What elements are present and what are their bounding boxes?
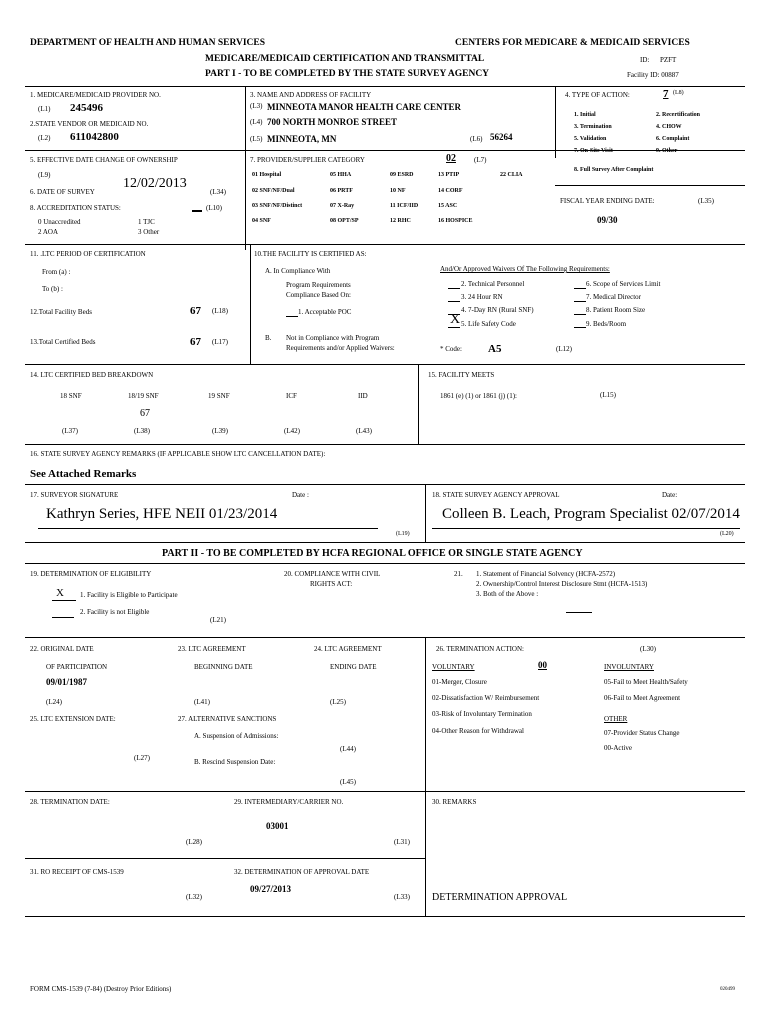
waiver-2: 2. Technical Personnel — [461, 280, 525, 288]
provider-category-value: 02 — [446, 153, 456, 164]
category-16: 16 HOSPICE — [438, 218, 473, 224]
l7-code: (L7) — [474, 156, 487, 164]
bed-col-19snf: 19 SNF — [208, 392, 230, 400]
certified-beds-label: 13.Total Certified Beds — [30, 338, 96, 346]
type-of-action-label: 4. TYPE OF ACTION: — [565, 91, 630, 99]
intermediary-label: 29. INTERMEDIARY/CARRIER NO. — [234, 798, 344, 806]
suspension-label: A. Suspension of Admissions: — [194, 732, 279, 740]
action-opt-9: 9. Other — [656, 148, 678, 154]
department-heading: DEPARTMENT OF HEALTH AND HUMAN SERVICES — [30, 38, 266, 48]
surveyor-date-label: Date : — [292, 491, 309, 499]
not-compliance-letter: B. — [265, 334, 272, 342]
bed-col-icf: ICF — [286, 392, 297, 400]
l38-code: (L38) — [134, 427, 150, 435]
l24-code: (L24) — [46, 698, 62, 706]
rule — [25, 484, 745, 485]
l10-code: (L10) — [206, 204, 222, 212]
facility-name-label: 3. NAME AND ADDRESS OF FACILITY — [250, 91, 372, 99]
rule — [25, 858, 425, 859]
term-00: 00-Active — [604, 744, 632, 752]
accred-opt-2: 2 AOA — [38, 228, 59, 236]
category-02: 02 SNF/NF/Dual — [252, 188, 295, 194]
l5-code: (L5) — [250, 135, 263, 143]
provider-no-label: 1. MEDICARE/MEDICAID PROVIDER NO. — [30, 91, 161, 99]
ltc-end-label: 24. LTC AGREEMENT — [314, 645, 382, 653]
rule — [25, 637, 745, 638]
category-03: 03 SNF/NF/Distinct — [252, 203, 303, 209]
rule — [25, 542, 745, 543]
compliance-based-label: Compliance Based On: — [286, 291, 351, 299]
waiver-2-blank — [448, 288, 460, 289]
rule — [425, 484, 426, 542]
civil-rights-label-2: RIGHTS ACT: — [310, 580, 353, 588]
ro-receipt-label: 31. RO RECEIPT OF CMS-1539 — [30, 868, 124, 876]
remarks-value: See Attached Remarks — [30, 468, 137, 480]
certified-as-label: 10.THE FACILITY IS CERTIFIED AS: — [254, 250, 367, 258]
category-11: 11 ICF/IID — [390, 203, 419, 209]
id-value: PZFT — [660, 56, 677, 64]
f21-opt-2: 2. Ownership/Control Interest Disclosure Stmt (HCFA-1513) — [476, 580, 648, 588]
agency-date-label: Date: — [662, 491, 678, 499]
l33-code: (L33) — [394, 893, 410, 901]
f21-opt-3: 3. Both of the Above : — [476, 590, 539, 598]
term-05: 05-Fail to Meet Health/Safety — [604, 678, 688, 686]
rule — [555, 86, 556, 158]
determination-approval: DETERMINATION APPROVAL — [432, 892, 568, 903]
accreditation-blank — [192, 210, 202, 212]
total-beds-label: 12.Total Facility Beds — [30, 308, 92, 316]
voluntary-heading: VOLUNTARY — [432, 663, 475, 671]
action-opt-4: 4. CHOW — [656, 124, 682, 130]
term-04: 04-Other Reason for Withdrawal — [432, 727, 524, 735]
sanctions-label: 27. ALTERNATIVE SANCTIONS — [178, 715, 277, 723]
rule — [425, 637, 426, 791]
fiscal-year-label: FISCAL YEAR ENDING DATE: — [560, 197, 655, 205]
l12-code: (L12) — [556, 345, 572, 353]
category-15: 15 ASC — [438, 203, 458, 209]
type-of-action-value: 7 — [663, 88, 669, 100]
action-opt-3: 3. Termination — [574, 124, 612, 130]
not-eligible-option: 2. Facility is not Eligible — [80, 608, 150, 616]
certified-beds-value: 67 — [190, 336, 201, 348]
agency-heading: CENTERS FOR MEDICARE & MEDICAID SERVICES — [455, 38, 690, 48]
rule — [425, 791, 426, 916]
program-req-label: Program Requirements — [286, 281, 351, 289]
extension-date-label: 25. LTC EXTENSION DATE: — [30, 715, 116, 723]
rule — [25, 244, 745, 245]
waiver-5: 5. Life Safety Code — [461, 320, 516, 328]
termination-action-value: 00 — [538, 660, 547, 670]
facility-street: 700 NORTH MONROE STREET — [267, 117, 397, 127]
accreditation-label: 8. ACCREDITATION STATUS: — [30, 204, 121, 212]
category-07: 07 X-Ray — [330, 203, 355, 209]
waiver-9-blank — [574, 327, 586, 328]
f21-label: 21. — [454, 570, 463, 578]
surveyor-signature-line — [38, 528, 378, 529]
l28-code: (L28) — [186, 838, 202, 846]
l43-code: (L43) — [356, 427, 372, 435]
term-06: 06-Fail to Meet Agreement — [604, 694, 681, 702]
category-01: 01 Hospital — [252, 172, 282, 178]
ltc-to-label: To (b) : — [42, 285, 63, 293]
l21-code: (L21) — [210, 616, 226, 624]
l31-code: (L31) — [394, 838, 410, 846]
waiver-9: 9. Beds/Room — [586, 320, 627, 328]
waiver-6-blank — [574, 288, 586, 289]
approval-date-value: 09/27/2013 — [250, 884, 292, 894]
remarks-30-label: 30. REMARKS — [432, 798, 477, 806]
waiver-7: 7. Medical Director — [586, 293, 642, 301]
bed-col-1819snf: 18/19 SNF — [128, 392, 159, 400]
eligibility-label: 19. DETERMINATION OF ELIGIBILITY — [30, 570, 152, 578]
category-05: 05 HHA — [330, 172, 352, 178]
l34-code: (L34) — [210, 188, 226, 196]
part2-heading: PART II - TO BE COMPLETED BY HCFA REGIONAL OFFICE OR SINGLE STATE AGENCY — [162, 548, 583, 559]
facility-meets-text: 1861 (e) (1) or 1861 (j) (1): — [440, 392, 517, 400]
surveyor-signature-label: 17. SURVEYOR SIGNATURE — [30, 491, 119, 499]
id-label: ID: — [640, 56, 650, 64]
term-03: 03-Risk of Involuntary Termination — [432, 710, 532, 718]
ltc-end-label-2: ENDING DATE — [330, 663, 377, 671]
facility-id: Facility ID: 00887 — [627, 71, 679, 79]
category-08: 08 OPT/SP — [330, 218, 359, 224]
original-date-label: 22. ORIGINAL DATE — [30, 645, 94, 653]
form-title: MEDICARE/MEDICAID CERTIFICATION AND TRANSMITTAL — [205, 54, 485, 64]
action-opt-1: 1. Initial — [574, 112, 596, 118]
l27-code: (L27) — [134, 754, 150, 762]
provider-category-label: 7. PROVIDER/SUPPLIER CATEGORY — [250, 156, 365, 164]
fiscal-year-value: 09/30 — [597, 215, 618, 225]
l39-code: (L39) — [212, 427, 228, 435]
intermediary-value: 03001 — [266, 821, 289, 831]
acceptable-poc-label: 1. Acceptable POC — [298, 308, 352, 316]
f21-blank — [566, 612, 592, 613]
remarks-label: 16. STATE SURVEY AGENCY REMARKS (IF APPLICABLE SHOW LTC CANCELLATION DATE): — [30, 450, 326, 458]
l18-code: (L18) — [212, 307, 228, 315]
rule — [418, 364, 419, 444]
vendor-no-label: 2.STATE VENDOR OR MEDICAID NO. — [30, 120, 149, 128]
waiver-8: 8. Patient Room Size — [586, 306, 646, 314]
rule — [25, 150, 745, 151]
l3-code: (L3) — [250, 102, 263, 110]
waiver-5-blank — [448, 327, 460, 328]
involuntary-heading: INVOLUNTARY — [604, 663, 654, 671]
rule — [25, 444, 745, 445]
code-value: A5 — [488, 343, 502, 355]
l15-code: (L15) — [600, 391, 616, 399]
waiver-3-blank — [448, 301, 460, 302]
l25-code: (L25) — [330, 698, 346, 706]
termination-action-label: 26. TERMINATION ACTION: — [436, 645, 524, 653]
rule — [25, 86, 745, 87]
waiver-6: 6. Scope of Services Limit — [586, 280, 661, 288]
bed-col-iid: IID — [358, 392, 368, 400]
l42-code: (L42) — [284, 427, 300, 435]
poc-blank — [286, 316, 298, 317]
rule — [25, 364, 745, 365]
l4-code: (L4) — [250, 118, 263, 126]
vendor-no-value: 611042800 — [70, 131, 119, 143]
facility-zip: 56264 — [490, 132, 513, 142]
ownership-change-label: 5. EFFECTIVE DATE CHANGE OF OWNERSHIP — [30, 156, 178, 164]
l37-code: (L37) — [62, 427, 78, 435]
waiver-8-blank — [574, 314, 586, 315]
rule — [25, 916, 745, 917]
bed-breakdown-label: 14. LTC CERTIFIED BED BREAKDOWN — [30, 371, 154, 379]
waiver-4: 4. 7-Day RN (Rural SNF) — [461, 306, 534, 314]
rule — [25, 563, 745, 564]
waiver-5-mark: X — [450, 312, 461, 327]
term-02: 02-Dissatisfaction W/ Reimbursement — [432, 694, 540, 702]
bed-col-18snf: 18 SNF — [60, 392, 82, 400]
form-number: FORM CMS-1539 (7-84) (Destroy Prior Editions) — [30, 985, 172, 993]
category-09: 09 ESRD — [390, 172, 414, 178]
rule — [555, 185, 745, 186]
waiver-7-blank — [574, 301, 586, 302]
category-06: 06 PRTF — [330, 188, 353, 194]
category-12: 12 RHC — [390, 218, 411, 224]
ltc-from-label: From (a) : — [42, 268, 71, 276]
l32-code: (L32) — [186, 893, 202, 901]
accred-opt-3: 3 Other — [138, 228, 160, 236]
l9-code: (L9) — [38, 171, 51, 179]
eligible-option: 1. Facility is Eligible to Participate — [80, 591, 178, 599]
l44-code: (L44) — [340, 745, 356, 753]
category-13: 13 PTIP — [438, 172, 460, 178]
ltc-begin-label-2: BEGINNING DATE — [194, 663, 253, 671]
l2-code: (L2) — [38, 134, 51, 142]
category-22: 22 CLIA — [500, 172, 523, 178]
rule — [25, 791, 745, 792]
category-04: 04 SNF — [252, 218, 271, 224]
agency-signature: Colleen B. Leach, Program Specialist 02/07/2014 — [442, 506, 740, 522]
term-01: 01-Merger, Closure — [432, 678, 487, 686]
approval-date-label: 32. DETERMINATION OF APPROVAL DATE — [234, 868, 370, 876]
survey-date-label: 6. DATE OF SURVEY — [30, 188, 95, 196]
l6-code: (L6) — [470, 135, 483, 143]
agency-approval-label: 18. STATE SURVEY AGENCY APPROVAL — [432, 491, 560, 499]
termination-date-label: 28. TERMINATION DATE: — [30, 798, 110, 806]
accred-opt-0: 0 Unaccredited — [38, 218, 81, 226]
not-eligible-blank — [52, 617, 74, 618]
f21-opt-1: 1. Statement of Financial Solvency (HCFA-2572) — [476, 570, 616, 578]
l8-code: (L8) — [673, 90, 684, 96]
l45-code: (L45) — [340, 778, 356, 786]
code-label: * Code: — [440, 345, 462, 353]
action-opt-7: 7. On-Site Visit — [574, 148, 613, 154]
facility-name: MINNEOTA MANOR HEALTH CARE CENTER — [267, 102, 462, 112]
action-opt-6: 6. Complaint — [656, 136, 690, 142]
eligible-blank — [52, 600, 76, 601]
l30-code: (L30) — [640, 645, 656, 653]
waivers-heading: And/Or Approved Waivers Of The Following Requirements: — [440, 265, 610, 273]
action-opt-2: 2. Recertification — [656, 112, 700, 118]
l35-code: (L35) — [698, 197, 714, 205]
footer-code: 020499 — [720, 987, 735, 992]
term-07: 07-Provider Status Change — [604, 729, 680, 737]
facility-city: MINNEOTA, MN — [267, 134, 337, 144]
agency-signature-line — [432, 528, 740, 529]
bed-1819snf-value: 67 — [140, 408, 150, 419]
rule — [245, 86, 246, 250]
waiver-3: 3. 24 Hour RN — [461, 293, 503, 301]
part1-heading: PART I - TO BE COMPLETED BY THE STATE SURVEY AGENCY — [205, 69, 490, 79]
accred-opt-1: 1 TJC — [138, 218, 155, 226]
eligible-mark: X — [56, 587, 64, 599]
civil-rights-label: 20. COMPLIANCE WITH CIVIL — [284, 570, 381, 578]
l19-code: (L19) — [396, 531, 410, 537]
category-14: 14 CORF — [438, 188, 463, 194]
l17-code: (L17) — [212, 338, 228, 346]
provider-no-value: 245496 — [70, 102, 103, 114]
rescind-label: B. Rescind Suspension Date: — [194, 758, 276, 766]
action-opt-8: 8. Full Survey After Complaint — [574, 167, 654, 173]
ltc-begin-label: 23. LTC AGREEMENT — [178, 645, 246, 653]
l41-code: (L41) — [194, 698, 210, 706]
other-heading: OTHER — [604, 715, 628, 723]
original-date-value: 09/01/1987 — [46, 677, 88, 687]
original-date-label-2: OF PARTICIPATION — [46, 663, 108, 671]
in-compliance-label: A. In Compliance With — [265, 267, 331, 275]
applied-waivers-label: Requirements and/or Applied Waivers: — [286, 344, 395, 352]
l1-code: (L1) — [38, 105, 51, 113]
survey-date-value: 12/02/2013 — [123, 176, 187, 191]
surveyor-signature: Kathryn Series, HFE NEII 01/23/2014 — [46, 506, 278, 522]
category-10: 10 NF — [390, 188, 406, 194]
l20-code: (L20) — [720, 531, 734, 537]
not-compliance-label: Not in Compliance with Program — [286, 334, 380, 342]
total-beds-value: 67 — [190, 305, 201, 317]
ltc-period-label: 11. .LTC PERIOD OF CERTIFICATION — [30, 250, 146, 258]
facility-meets-label: 15. FACILITY MEETS — [428, 371, 495, 379]
action-opt-5: 5. Validation — [574, 136, 607, 142]
rule — [250, 244, 251, 364]
